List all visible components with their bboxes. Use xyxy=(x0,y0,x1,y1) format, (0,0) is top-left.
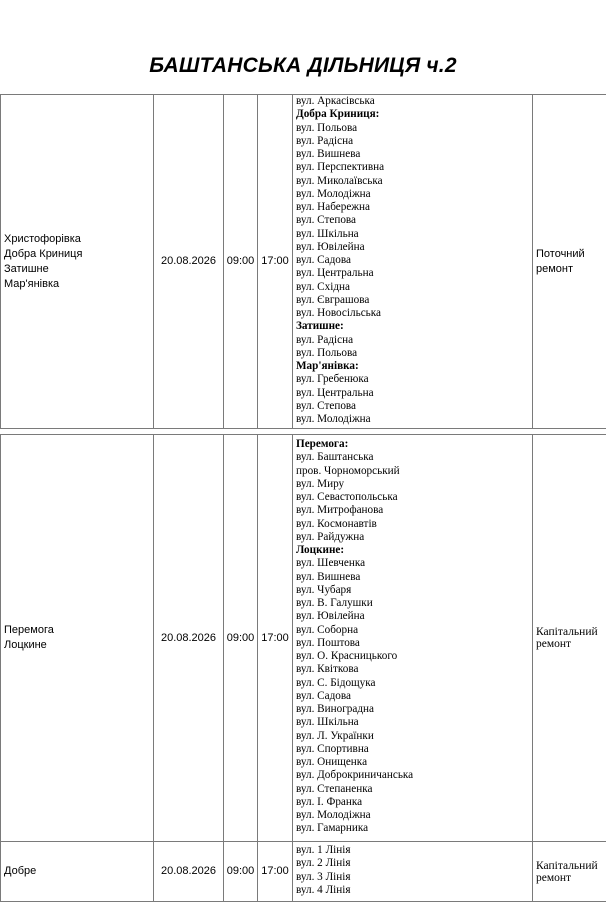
street-item: вул. Степова xyxy=(296,214,357,227)
street-item: вул. Молодіжна xyxy=(296,809,371,821)
street-item: вул. Польова xyxy=(296,121,358,134)
street-item: вул. Центральна xyxy=(296,267,374,280)
work-type-text xyxy=(536,860,603,884)
street-item: вул. Радісна xyxy=(296,333,354,346)
street-item: вул. О. Красницького xyxy=(296,650,398,662)
text-line: Лоцкине xyxy=(4,639,47,651)
street-item: вул. Молодіжна xyxy=(296,187,371,200)
page-title: БАШТАНСЬКА ДІЛЬНИЦЯ ч.2 xyxy=(149,54,457,77)
street-item: вул. Ювілейна xyxy=(296,240,365,253)
work-type-text xyxy=(536,626,603,650)
text-line: Капітальний xyxy=(536,859,598,872)
start-time-cell: 09:00 xyxy=(224,435,258,842)
street-item: вул. Гребенюка xyxy=(296,373,369,386)
settlement-list xyxy=(4,623,150,653)
settlement-heading: Добра Криниця: xyxy=(296,108,380,121)
street-item: вул. Митрофанова xyxy=(296,504,384,517)
street-item: вул. Квіткова xyxy=(296,663,359,676)
date-cell: 20.08.2026 xyxy=(154,95,224,429)
street-list xyxy=(296,844,529,897)
street-item: вул. Виноградна xyxy=(296,703,375,715)
street-item: вул. Ювілейна xyxy=(296,610,365,623)
street-item: пров. Чорноморський xyxy=(296,464,400,477)
street-item: вул. Космонавтів xyxy=(296,517,377,530)
street-item: вул. Шевченка xyxy=(296,557,366,570)
table-row xyxy=(1,842,606,902)
text-line: Христофорівка xyxy=(4,232,81,245)
text-line: Добре xyxy=(4,865,37,877)
outage-table-block-2 xyxy=(0,434,606,902)
settlements-cell xyxy=(1,435,154,842)
street-item: вул. Гамарника xyxy=(296,822,369,835)
text-line: ремонт xyxy=(536,262,574,275)
street-item: вул. Польова xyxy=(296,346,358,359)
street-item: вул. Райдужна xyxy=(296,530,365,543)
street-item: вул. Соборна xyxy=(296,623,359,636)
street-item: вул. Степаненка xyxy=(296,782,373,795)
start-time-cell: 09:00 xyxy=(224,842,258,902)
street-item: вул. І. Франка xyxy=(296,795,363,808)
street-item: вул. Л. Українки xyxy=(296,729,374,742)
street-item: вул. Набережна xyxy=(296,201,370,213)
text-line: Капітальний xyxy=(536,626,598,638)
text-line: Поточний xyxy=(536,247,585,260)
streets-cell xyxy=(293,435,533,842)
settlement-heading: Лоцкине: xyxy=(296,544,345,556)
street-item: вул. В. Галушки xyxy=(296,597,373,609)
date-cell: 20.08.2026 xyxy=(154,435,224,842)
street-item: вул. Центральна xyxy=(296,386,374,399)
street-item: вул. Молодіжна xyxy=(296,413,371,425)
date-cell: 20.08.2026 xyxy=(154,842,224,902)
end-time-cell: 17:00 xyxy=(258,95,293,429)
street-item: вул. Миру xyxy=(296,477,345,490)
end-time-cell: 17:00 xyxy=(258,842,293,902)
street-item: вул. Миколаївська xyxy=(296,174,383,187)
street-item: вул. Перспективна xyxy=(296,161,385,174)
text-line: Перемога xyxy=(4,624,54,636)
street-item: вул. Євграшова xyxy=(296,293,370,306)
street-item: вул. Шкільна xyxy=(296,716,359,729)
street-item: вул. Поштова xyxy=(296,636,360,649)
settlements-cell xyxy=(1,95,154,429)
street-item: вул. 4 Лінія xyxy=(296,883,351,896)
settlement-heading: Перемога: xyxy=(296,438,349,450)
work-type-cell xyxy=(533,435,606,842)
text-line: ремонт xyxy=(536,871,572,884)
streets-cell xyxy=(293,842,533,902)
text-line: Затишне xyxy=(4,262,49,275)
street-item: вул. 3 Лінія xyxy=(296,870,351,883)
street-item: вул. 1 Лінія xyxy=(296,844,351,856)
street-item: вул. Новосільська xyxy=(296,307,381,319)
text-line: Добра Криниця xyxy=(4,247,83,260)
end-time-cell: 17:00 xyxy=(258,435,293,842)
street-list xyxy=(296,438,529,836)
work-type-text xyxy=(536,247,603,277)
street-item: вул. Вишнева xyxy=(296,148,361,160)
start-time-cell: 09:00 xyxy=(224,95,258,429)
table-row xyxy=(1,435,606,842)
work-type-cell xyxy=(533,95,606,429)
street-item: вул. Степова xyxy=(296,399,357,412)
street-item: вул. Шкільна xyxy=(296,227,359,240)
street-item: вул. Садова xyxy=(296,254,351,266)
work-type-cell xyxy=(533,842,606,902)
text-line: Мар'янівка xyxy=(4,277,60,290)
street-list xyxy=(296,95,529,426)
settlement-list xyxy=(4,864,150,879)
street-item: вул. Вишнева xyxy=(296,570,361,583)
street-item: вул. Східна xyxy=(296,280,350,293)
street-item: вул. Спортивна xyxy=(296,742,369,755)
street-item: вул. Чубаря xyxy=(296,583,352,596)
street-item: вул. С. Бідощука xyxy=(296,676,376,689)
street-item: вул. 2 Лінія xyxy=(296,857,351,870)
outage-table-block-1 xyxy=(0,94,606,429)
street-item: вул. Садова xyxy=(296,689,351,702)
settlements-cell xyxy=(1,842,154,902)
street-item: вул. Доброкриничанська xyxy=(296,769,414,782)
table-row xyxy=(1,95,606,429)
settlement-heading: Мар'янівка: xyxy=(296,360,359,372)
settlement-heading: Затишне: xyxy=(296,320,344,333)
settlement-list xyxy=(4,232,150,292)
streets-cell xyxy=(293,95,533,429)
street-item: вул. Онищенка xyxy=(296,756,368,768)
text-line: ремонт xyxy=(536,638,572,650)
street-item: вул. Баштанська xyxy=(296,451,374,464)
street-item: вул. Радісна xyxy=(296,134,354,147)
street-item: вул. Севастопольська xyxy=(296,491,398,503)
street-item: вул. Аркасівська xyxy=(296,95,375,107)
